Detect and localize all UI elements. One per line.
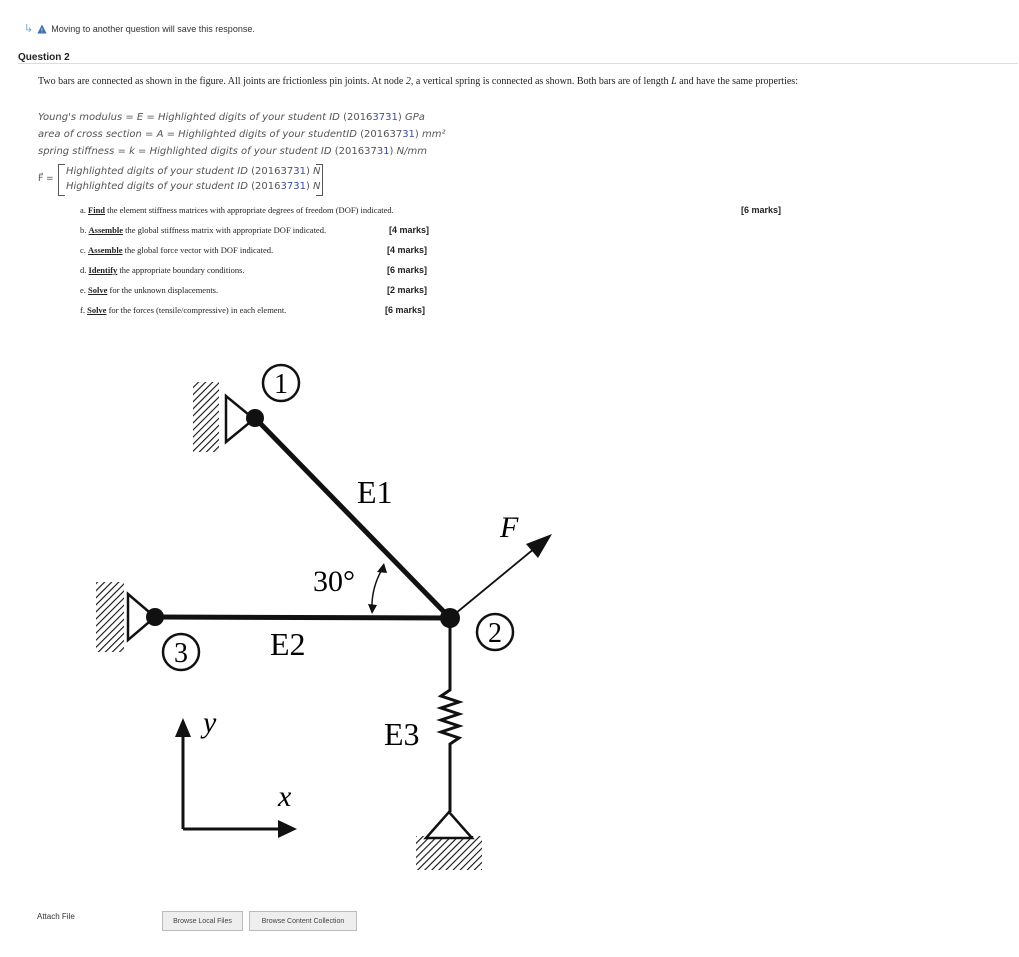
- task-b-marks: [4 marks]: [389, 225, 430, 235]
- node-3-pin: [146, 608, 164, 626]
- force-vector-label: F⃗ =: [38, 174, 54, 184]
- browse-content-collection-button[interactable]: Browse Content Collection: [249, 911, 357, 931]
- force-row-1: Highlighted digits of your student ID (20163731) N: [66, 166, 321, 177]
- e2-label: E2: [270, 626, 306, 662]
- task-e: e. Solve for the unknown displacements.: [80, 285, 219, 295]
- coordinate-axes: [175, 718, 297, 838]
- node-1-label: 1: [274, 369, 288, 400]
- save-notice-text: Moving to another question will save this response.: [51, 23, 255, 34]
- node-2-label: 2: [488, 618, 502, 649]
- force-label: F: [500, 511, 519, 544]
- axis-y-label: y: [203, 706, 217, 739]
- task-b: b. Assemble the global stiffness matrix with appropriate DOF indicated.: [80, 225, 327, 235]
- svg-text:!: !: [41, 27, 44, 34]
- task-d: d. Identify the appropriate boundary conditions.: [80, 265, 245, 275]
- pin-support-node-1: [193, 382, 254, 452]
- task-e-marks: [2 marks]: [387, 285, 428, 295]
- force-row-2: Highlighted digits of your student ID (20163731) N: [66, 181, 321, 192]
- force-arrowhead: [526, 534, 552, 558]
- pin-support-spring: [416, 812, 482, 870]
- task-f: f. Solve for the forces (tensile/compressive) in each element.: [80, 305, 287, 315]
- force-arrow: [450, 548, 535, 618]
- bar-e2: [155, 617, 450, 618]
- browse-local-files-button[interactable]: Browse Local Files: [162, 911, 243, 931]
- property-area: area of cross section = A = Highlighted digits of your studentID (20163731) mm²: [38, 129, 446, 140]
- task-c: c. Assemble the global force vector with DOF indicated.: [80, 245, 274, 255]
- e1-label: E1: [357, 474, 393, 510]
- question-intro: Two bars are connected as shown in the figure. All joints are frictionless pin joints. At node 2, a vertical spring is connected as shown. Both bars are of length L and have the same properties:: [38, 76, 798, 87]
- property-youngs-modulus: Young's modulus = E = Highlighted digits of your student ID (20163731) GPa: [38, 112, 425, 123]
- task-a: a. Find the element stiffness matrices with appropriate degrees of freedom (DOF) indicated.: [80, 205, 394, 215]
- node-1-pin: [246, 409, 264, 427]
- attach-file-label: Attach File: [37, 912, 75, 921]
- task-c-marks: [4 marks]: [387, 245, 428, 255]
- axis-x-label: x: [278, 780, 292, 813]
- task-f-marks: [6 marks]: [385, 305, 426, 315]
- task-a-marks: [6 marks]: [741, 205, 782, 215]
- node-3-label: 3: [174, 638, 188, 669]
- task-d-marks: [6 marks]: [387, 265, 428, 275]
- angle-label: 30°: [313, 565, 355, 598]
- property-spring-stiffness: spring stiffness = k = Highlighted digits of your student ID (20163731) N/mm: [38, 146, 427, 157]
- node-2-pin: [440, 608, 460, 628]
- question-title: Question 2: [18, 52, 70, 63]
- spring-e3: [441, 618, 459, 812]
- e3-label: E3: [384, 716, 420, 752]
- return-arrow-icon: ↳: [24, 23, 34, 35]
